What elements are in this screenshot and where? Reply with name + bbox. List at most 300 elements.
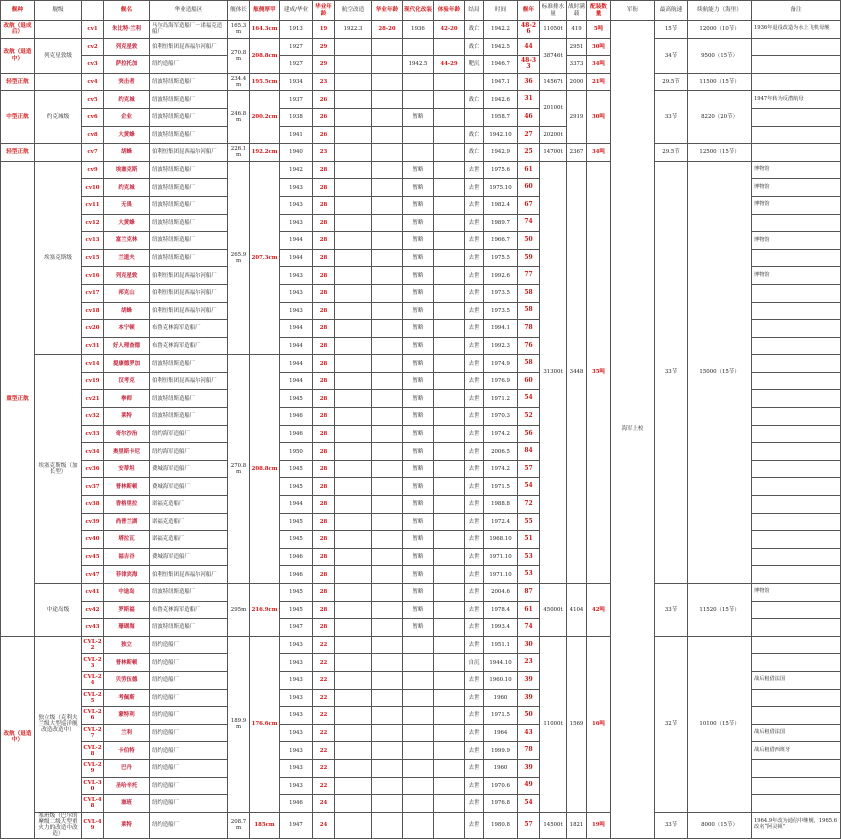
ship-yard: 伯利恒集团昆西福尔河船厂	[150, 284, 228, 302]
ship-age1: 26	[313, 108, 335, 126]
ship-age1: 22	[313, 636, 335, 654]
ship-age3	[434, 619, 465, 637]
ship-fate: 去世	[465, 795, 484, 813]
ship-yard: 伯利恒集团昆西福尔河船厂	[150, 267, 228, 285]
group-cell	[35, 21, 82, 39]
ship-mod: 暂略	[403, 267, 434, 285]
group-cell: 38746t	[540, 38, 567, 73]
ship-built: 1944	[280, 496, 313, 514]
ship-fate: 去世	[465, 302, 484, 320]
ship-name: 菲律宾海	[104, 566, 150, 584]
remark	[752, 73, 841, 91]
ship-age2	[372, 513, 403, 531]
ship-mod	[403, 707, 434, 725]
ship-air	[335, 584, 372, 602]
ship-yard: 纽约造船厂	[150, 689, 228, 707]
ship-air	[335, 267, 372, 285]
header-cell: 华业年龄	[372, 1, 403, 21]
ship-yard: 纽波特纽斯造船厂	[150, 390, 228, 408]
ship-age2	[372, 531, 403, 549]
ship-mod: 暂略	[403, 496, 434, 514]
group-cell: 33节	[655, 91, 688, 144]
remark	[752, 531, 841, 549]
ship-yard: 纽波特纽斯造船厂	[150, 355, 228, 373]
ship-age2	[372, 196, 403, 214]
ship-number: cv40	[82, 531, 104, 549]
header-cell: 建成/华业	[280, 1, 313, 21]
remark	[752, 390, 841, 408]
ship-yrs: 55	[518, 513, 540, 531]
remark: 博物馆	[752, 161, 841, 179]
ship-age2	[372, 38, 403, 56]
ship-number: cv10	[82, 179, 104, 197]
ship-air	[335, 214, 372, 232]
ship-age1: 24	[313, 795, 335, 813]
ship-time: 1971.10	[484, 548, 518, 566]
ship-name: 尚普兰湖	[104, 513, 150, 531]
ship-mod	[403, 777, 434, 795]
ship-age1: 28	[313, 249, 335, 267]
ship-number: cv42	[82, 601, 104, 619]
header-cell	[82, 1, 104, 21]
ship-mod: 暂略	[403, 601, 434, 619]
ship-age1: 23	[313, 144, 335, 162]
ship-number: CVL-28	[82, 742, 104, 760]
ship-age1: 26	[313, 126, 335, 144]
ship-yrs: 36	[518, 73, 540, 91]
ship-name: 安蒂坦	[104, 460, 150, 478]
ship-air	[335, 496, 372, 514]
ship-yrs: 87	[518, 584, 540, 602]
ship-number: cv43	[82, 619, 104, 637]
group-cell: 改航（退成后）	[1, 21, 35, 39]
ship-air	[335, 196, 372, 214]
ship-age3	[434, 636, 465, 654]
ship-air	[335, 355, 372, 373]
group-cell: 14500t	[540, 812, 567, 838]
ship-fate: 去世	[465, 478, 484, 496]
group-cell: 208.8cm	[250, 355, 280, 584]
ship-time: 1975.5	[484, 249, 518, 267]
remark: 战后租借西班牙	[752, 742, 841, 760]
ship-time: 1999.9	[484, 742, 518, 760]
ship-mod: 暂略	[403, 460, 434, 478]
ship-age3	[434, 196, 465, 214]
header-cell: 标准排水量	[540, 1, 567, 21]
ship-fate: 去世	[465, 671, 484, 689]
ship-air	[335, 812, 372, 838]
ship-age3	[434, 654, 465, 672]
ship-time: 1960.10	[484, 671, 518, 689]
ship-number: cv6	[82, 108, 104, 126]
ship-time: 1946.7	[484, 56, 518, 74]
ship-built: 1943	[280, 654, 313, 672]
ship-air	[335, 372, 372, 390]
ship-name: 罗斯福	[104, 601, 150, 619]
remark	[752, 284, 841, 302]
ship-name: 塔拉瓦	[104, 531, 150, 549]
remark: 博物馆	[752, 232, 841, 250]
ship-built: 1944	[280, 355, 313, 373]
ship-age2	[372, 759, 403, 777]
ship-fate: 去世	[465, 601, 484, 619]
ship-air	[335, 601, 372, 619]
ship-time: 1982.4	[484, 196, 518, 214]
ship-age3	[434, 812, 465, 838]
ship-time: 1974.2	[484, 425, 518, 443]
ship-air	[335, 161, 372, 179]
ship-built: 1934	[280, 73, 313, 91]
remark	[752, 795, 841, 813]
ship-built: 1937	[280, 91, 313, 109]
ship-yard: 纽约造船厂	[150, 56, 228, 74]
ship-yard: 纽约造船厂	[150, 654, 228, 672]
ship-air	[335, 478, 372, 496]
ship-number: cv3	[82, 56, 104, 74]
ship-time: 1970.6	[484, 777, 518, 795]
ship-age2	[372, 179, 403, 197]
header-cell: 华业造船区	[150, 1, 228, 21]
ship-age1: 28	[313, 460, 335, 478]
ship-age2	[372, 320, 403, 338]
ship-age1: 28	[313, 320, 335, 338]
ship-row	[1, 73, 841, 91]
ship-fate: 去世	[465, 320, 484, 338]
ship-yrs: 50	[518, 707, 540, 725]
ship-age3	[434, 320, 465, 338]
ship-yrs: 78	[518, 742, 540, 760]
ship-mod	[403, 73, 434, 91]
ship-mod: 1942.5	[403, 56, 434, 74]
ship-age3	[434, 724, 465, 742]
ship-built: 1946	[280, 425, 313, 443]
ship-age3	[434, 161, 465, 179]
ship-time: 1971.5	[484, 478, 518, 496]
group-cell: 12000（10节）	[688, 21, 752, 39]
header-cell: 最高航速	[655, 1, 688, 21]
ship-mod: 暂略	[403, 232, 434, 250]
ship-age2	[372, 337, 403, 355]
ship-number: cv20	[82, 320, 104, 338]
ship-fate: 去世	[465, 337, 484, 355]
ship-mod: 暂略	[403, 566, 434, 584]
ship-time: 1947.1	[484, 73, 518, 91]
ship-time: 1964	[484, 724, 518, 742]
ship-air	[335, 337, 372, 355]
ship-age2	[372, 478, 403, 496]
ship-air	[335, 249, 372, 267]
ship-yrs: 58	[518, 302, 540, 320]
ship-time: 1944.10	[484, 654, 518, 672]
group-cell: 3373	[567, 56, 587, 74]
header-cell: 舰名	[104, 1, 150, 21]
ship-mod	[403, 91, 434, 109]
ship-mod	[403, 144, 434, 162]
ship-time: 1968.10	[484, 531, 518, 549]
ship-fate: 战亡	[465, 91, 484, 109]
ship-number: cv33	[82, 425, 104, 443]
ship-yard: 纽约造船厂	[150, 777, 228, 795]
ship-air	[335, 548, 372, 566]
ship-air	[335, 73, 372, 91]
ship-age2	[372, 724, 403, 742]
remark	[752, 513, 841, 531]
ship-name: 香格里拉	[104, 496, 150, 514]
ship-air	[335, 566, 372, 584]
remark	[752, 759, 841, 777]
ship-row	[1, 91, 841, 109]
ship-age3	[434, 443, 465, 461]
ship-age1: 24	[313, 812, 335, 838]
ship-fate: 去世	[465, 707, 484, 725]
ship-air	[335, 284, 372, 302]
remark: 博物馆	[752, 267, 841, 285]
ship-yard: 纽波特纽斯造船厂	[150, 73, 228, 91]
ship-number: CVL-29	[82, 759, 104, 777]
remark: 1947年转为反潜航母	[752, 91, 841, 109]
ship-built: 1943	[280, 707, 313, 725]
ship-age2	[372, 636, 403, 654]
header-cell: 舰种	[1, 1, 35, 21]
ship-number: CVL-26	[82, 707, 104, 725]
remark	[752, 108, 841, 126]
ship-age2	[372, 249, 403, 267]
ship-age2	[372, 91, 403, 109]
ship-mod: 暂略	[403, 337, 434, 355]
ship-name: 胡蜂	[104, 144, 150, 162]
ship-age3	[434, 91, 465, 109]
group-cell: 35吨	[587, 161, 611, 583]
ship-built: 1945	[280, 584, 313, 602]
ship-built: 1944	[280, 232, 313, 250]
ship-fate: 去世	[465, 443, 484, 461]
remark	[752, 601, 841, 619]
ship-yrs: 59	[518, 249, 540, 267]
ship-age2	[372, 232, 403, 250]
group-cell: 208.7m	[228, 812, 250, 838]
group-cell: 20200t	[540, 126, 567, 144]
ship-age3	[434, 108, 465, 126]
header-cell: 战时满载	[567, 1, 587, 21]
ship-row	[1, 812, 841, 838]
ship-mod: 暂略	[403, 513, 434, 531]
ship-age1: 28	[313, 355, 335, 373]
ship-age1: 28	[313, 232, 335, 250]
ship-fate: 去世	[465, 372, 484, 390]
ship-yard: 纽波特纽斯造船厂	[150, 108, 228, 126]
ship-yrs: 67	[518, 196, 540, 214]
ship-yrs: 74	[518, 214, 540, 232]
ship-yard: 纽约造船厂	[150, 724, 228, 742]
group-cell: 16吨	[587, 636, 611, 812]
group-cell: 1569	[567, 636, 587, 812]
ship-time: 1942.5	[484, 38, 518, 56]
ship-age2	[372, 284, 403, 302]
ship-fate: 自沉	[465, 654, 484, 672]
ship-time: 1960	[484, 759, 518, 777]
ship-mod: 暂略	[403, 390, 434, 408]
ship-name: 奇尔沙治	[104, 425, 150, 443]
ship-age2	[372, 460, 403, 478]
ship-fate: 战亡	[465, 38, 484, 56]
ship-mod: 暂略	[403, 284, 434, 302]
group-cell	[35, 73, 82, 91]
ship-air	[335, 56, 372, 74]
ship-number: cv45	[82, 548, 104, 566]
ship-built: 1945	[280, 390, 313, 408]
ship-time: 1975.10	[484, 179, 518, 197]
ship-age1: 22	[313, 777, 335, 795]
ship-mod: 暂略	[403, 531, 434, 549]
ship-yrs: 27	[518, 126, 540, 144]
group-cell: 207.3cm	[250, 161, 280, 355]
remark	[752, 355, 841, 373]
ship-age3	[434, 584, 465, 602]
ship-age3	[434, 372, 465, 390]
header-cell: 舰体长	[228, 1, 250, 21]
ship-time: 1960	[484, 689, 518, 707]
ship-age1: 28	[313, 284, 335, 302]
ship-age2	[372, 108, 403, 126]
ship-number: cv18	[82, 302, 104, 320]
ship-yard: 纽波特纽斯造船厂	[150, 91, 228, 109]
group-cell: 塞班级（巴尔的摩级二级大型重火力的改造中改造）	[35, 812, 82, 838]
ship-age3	[434, 671, 465, 689]
ship-name: 提康德罗加	[104, 355, 150, 373]
header-cell: 续航能力（海里）	[688, 1, 752, 21]
header-cell: 舰年	[518, 1, 540, 21]
ship-number: cv16	[82, 267, 104, 285]
ship-fate: 去世	[465, 548, 484, 566]
remark	[752, 496, 841, 514]
ship-yard: 纽约海军造船厂	[150, 425, 228, 443]
ship-time: 1942.10	[484, 126, 518, 144]
ship-yrs: 23	[518, 654, 540, 672]
ship-age3	[434, 777, 465, 795]
ship-age1: 28	[313, 196, 335, 214]
ship-time: 1973.5	[484, 284, 518, 302]
remark	[752, 144, 841, 162]
ship-air	[335, 408, 372, 426]
ship-row	[1, 161, 841, 179]
ship-air	[335, 38, 372, 56]
ship-time: 1992.3	[484, 337, 518, 355]
ship-number: cv38	[82, 496, 104, 514]
group-cell: 270.8m	[228, 355, 250, 584]
ship-built: 1913	[280, 21, 313, 39]
ship-yard: 纽约造船厂	[150, 795, 228, 813]
header-cell: 舷侧厚甲	[250, 1, 280, 21]
ship-age1: 28	[313, 548, 335, 566]
ship-number: cv9	[82, 161, 104, 179]
ship-age1: 28	[313, 513, 335, 531]
group-cell: 11520（15节）	[688, 584, 752, 637]
ship-age1: 28	[313, 443, 335, 461]
ship-mod: 暂略	[403, 108, 434, 126]
ship-air	[335, 689, 372, 707]
group-cell: 3448	[567, 161, 587, 583]
ship-yrs: 74	[518, 619, 540, 637]
ship-number: cv14	[82, 355, 104, 373]
ship-built: 1945	[280, 478, 313, 496]
ship-age1: 28	[313, 337, 335, 355]
ship-yard: 布鲁克林海军造船厂	[150, 320, 228, 338]
ship-number: cv1	[82, 21, 104, 39]
ship-name: 普林斯顿	[104, 478, 150, 496]
ship-yard: 纽约造船厂	[150, 636, 228, 654]
ship-fate: 去世	[465, 355, 484, 373]
ship-fate: 去世	[465, 232, 484, 250]
group-cell: 11500（15节）	[688, 73, 752, 91]
ship-row	[1, 21, 841, 39]
ship-age2	[372, 443, 403, 461]
ship-number: CVL-25	[82, 689, 104, 707]
remark	[752, 38, 841, 56]
ship-number: cv32	[82, 408, 104, 426]
ship-yrs: 58	[518, 355, 540, 373]
ship-fate: 去世	[465, 636, 484, 654]
ship-time: 1976.9	[484, 372, 518, 390]
ship-air	[335, 108, 372, 126]
ship-built: 1927	[280, 56, 313, 74]
ship-number: cv2	[82, 38, 104, 56]
remark	[752, 214, 841, 232]
group-cell: 29.5节	[655, 73, 688, 91]
ship-mod	[403, 689, 434, 707]
ship-number: cv31	[82, 337, 104, 355]
remark: 1964.9年改为通信中继舰，1965.6改名“阿灵顿”	[752, 812, 841, 838]
ship-fate: 去世	[465, 531, 484, 549]
header-cell: 现代化改装	[403, 1, 434, 21]
group-cell: 14567t	[540, 73, 567, 91]
ship-age2	[372, 214, 403, 232]
ship-air	[335, 707, 372, 725]
group-cell: 270.8m	[228, 38, 250, 73]
ship-fate: 去世	[465, 249, 484, 267]
group-cell: 176.6cm	[250, 636, 280, 812]
ship-number: CVL-23	[82, 654, 104, 672]
ship-name: 大黄蜂	[104, 126, 150, 144]
ship-age3: 44-29	[434, 56, 465, 74]
ship-age3	[434, 566, 465, 584]
ship-number: cv36	[82, 460, 104, 478]
ship-age2	[372, 777, 403, 795]
ship-fate: 去世	[465, 513, 484, 531]
ship-name: 福吉谷	[104, 548, 150, 566]
ship-built: 1944	[280, 372, 313, 390]
ship-fate: 去世	[465, 689, 484, 707]
ship-built: 1945	[280, 460, 313, 478]
ship-age2	[372, 372, 403, 390]
ship-mod: 暂略	[403, 408, 434, 426]
remark	[752, 654, 841, 672]
ship-age1: 28	[313, 496, 335, 514]
ship-number: cv39	[82, 513, 104, 531]
ship-number: cv19	[82, 372, 104, 390]
group-cell: 165.3m	[228, 21, 250, 39]
remark	[752, 707, 841, 725]
ship-age1: 29	[313, 38, 335, 56]
ship-yrs: 39	[518, 671, 540, 689]
header-cell: 体验年龄	[434, 1, 465, 21]
ship-yrs: 57	[518, 812, 540, 838]
ship-age2	[372, 566, 403, 584]
ship-fate: 去世	[465, 566, 484, 584]
ship-time: 1951.1	[484, 636, 518, 654]
ship-name: 无畏	[104, 196, 150, 214]
ship-age3	[434, 742, 465, 760]
group-cell: 200.2cm	[250, 91, 280, 144]
